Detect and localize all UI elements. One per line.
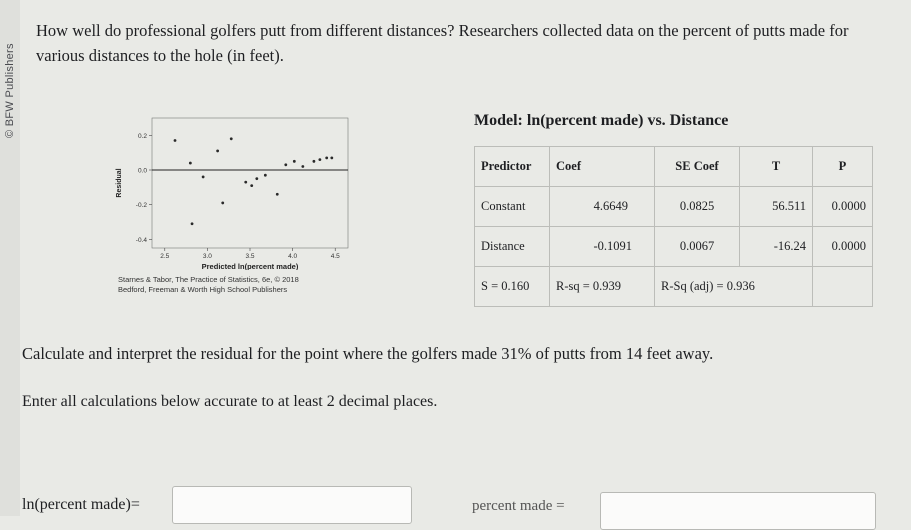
y-tick-label: -0.2 — [135, 202, 147, 210]
cell-predictor: Distance — [475, 227, 550, 267]
plot-area — [152, 118, 348, 248]
cell-coef: 4.6649 — [550, 187, 655, 227]
data-point — [264, 174, 267, 177]
cell-se-coef: 0.0067 — [655, 227, 740, 267]
ln-percent-made-input[interactable] — [172, 486, 412, 524]
table-row — [475, 187, 873, 227]
residual-plot-svg — [110, 110, 355, 270]
data-point — [293, 160, 296, 163]
header-t: T — [740, 147, 813, 187]
cell-p: 0.0000 — [813, 227, 873, 267]
x-tick-label: 3.0 — [202, 253, 212, 260]
y-axis-label: Residual — [116, 168, 123, 198]
x-tick-label: 2.5 — [160, 253, 170, 260]
header-se-coef: SE Coef — [655, 147, 740, 187]
x-axis-ticks — [160, 248, 340, 260]
header-p: P — [813, 147, 873, 187]
intro-text: How well do professional golfers putt from different distances? Researchers collected data on the percent of putts made for various distances to the hole (in feet). — [36, 21, 849, 65]
data-point — [189, 162, 192, 165]
data-point — [250, 184, 253, 187]
data-point — [244, 181, 247, 184]
instruction-text: Enter all calculations below accurate to at least 2 decimal places. — [22, 393, 438, 410]
credit-line-1: Starnes & Tabor, The Practice of Statistics, 6e, © 2018 — [118, 275, 299, 284]
cell-coef: -0.1091 — [550, 227, 655, 267]
data-point — [255, 177, 258, 180]
percent-made-input[interactable] — [600, 492, 876, 530]
model-title: Model: ln(percent made) vs. Distance — [474, 112, 729, 129]
data-point — [221, 202, 224, 205]
data-point — [330, 156, 333, 159]
data-point — [216, 150, 219, 153]
data-point — [301, 165, 304, 168]
cell-rsq: R-sq = 0.939 — [550, 267, 655, 307]
cell-t: -16.24 — [740, 227, 813, 267]
table-header-row — [475, 147, 873, 187]
data-point — [276, 193, 279, 196]
cell-rsq-adj: R-Sq (adj) = 0.936 — [655, 267, 813, 307]
table-summary-row — [475, 267, 873, 307]
regression-table — [474, 146, 873, 307]
y-tick-label: 0.0 — [137, 167, 147, 175]
ln-percent-made-label: ln(percent made)= — [22, 496, 140, 513]
y-axis-ticks — [136, 133, 152, 244]
data-point — [191, 222, 194, 225]
header-coef: Coef — [550, 147, 655, 187]
data-point — [313, 160, 316, 163]
x-axis-label: Predicted ln(percent made) — [201, 262, 299, 270]
cell-empty — [813, 267, 873, 307]
cell-t: 56.511 — [740, 187, 813, 227]
data-point — [325, 156, 328, 159]
cell-se-coef: 0.0825 — [655, 187, 740, 227]
data-point — [174, 139, 177, 142]
data-point — [230, 137, 233, 140]
x-tick-label: 3.5 — [245, 253, 255, 260]
cell-predictor: Constant — [475, 187, 550, 227]
credit-line-2: Bedford, Freeman & Worth High School Publishers — [118, 285, 288, 294]
x-tick-label: 4.0 — [288, 253, 298, 260]
publisher-watermark: © BFW Publishers — [4, 43, 16, 138]
question-text: Calculate and interpret the residual for the point where the golfers made 31% of putts from 14 feet away. — [22, 344, 714, 363]
data-point — [284, 163, 287, 166]
y-tick-label: 0.2 — [137, 132, 147, 140]
x-tick-label: 4.5 — [330, 253, 340, 260]
cell-p: 0.0000 — [813, 187, 873, 227]
chart-credit — [118, 275, 378, 295]
percent-made-label: percent made = — [472, 498, 565, 514]
table-row — [475, 227, 873, 267]
data-point — [318, 158, 321, 161]
cell-s: S = 0.160 — [475, 267, 550, 307]
y-tick-label: -0.4 — [135, 236, 147, 244]
data-point — [202, 176, 205, 179]
residual-plot — [110, 110, 355, 270]
header-predictor: Predictor — [475, 147, 550, 187]
